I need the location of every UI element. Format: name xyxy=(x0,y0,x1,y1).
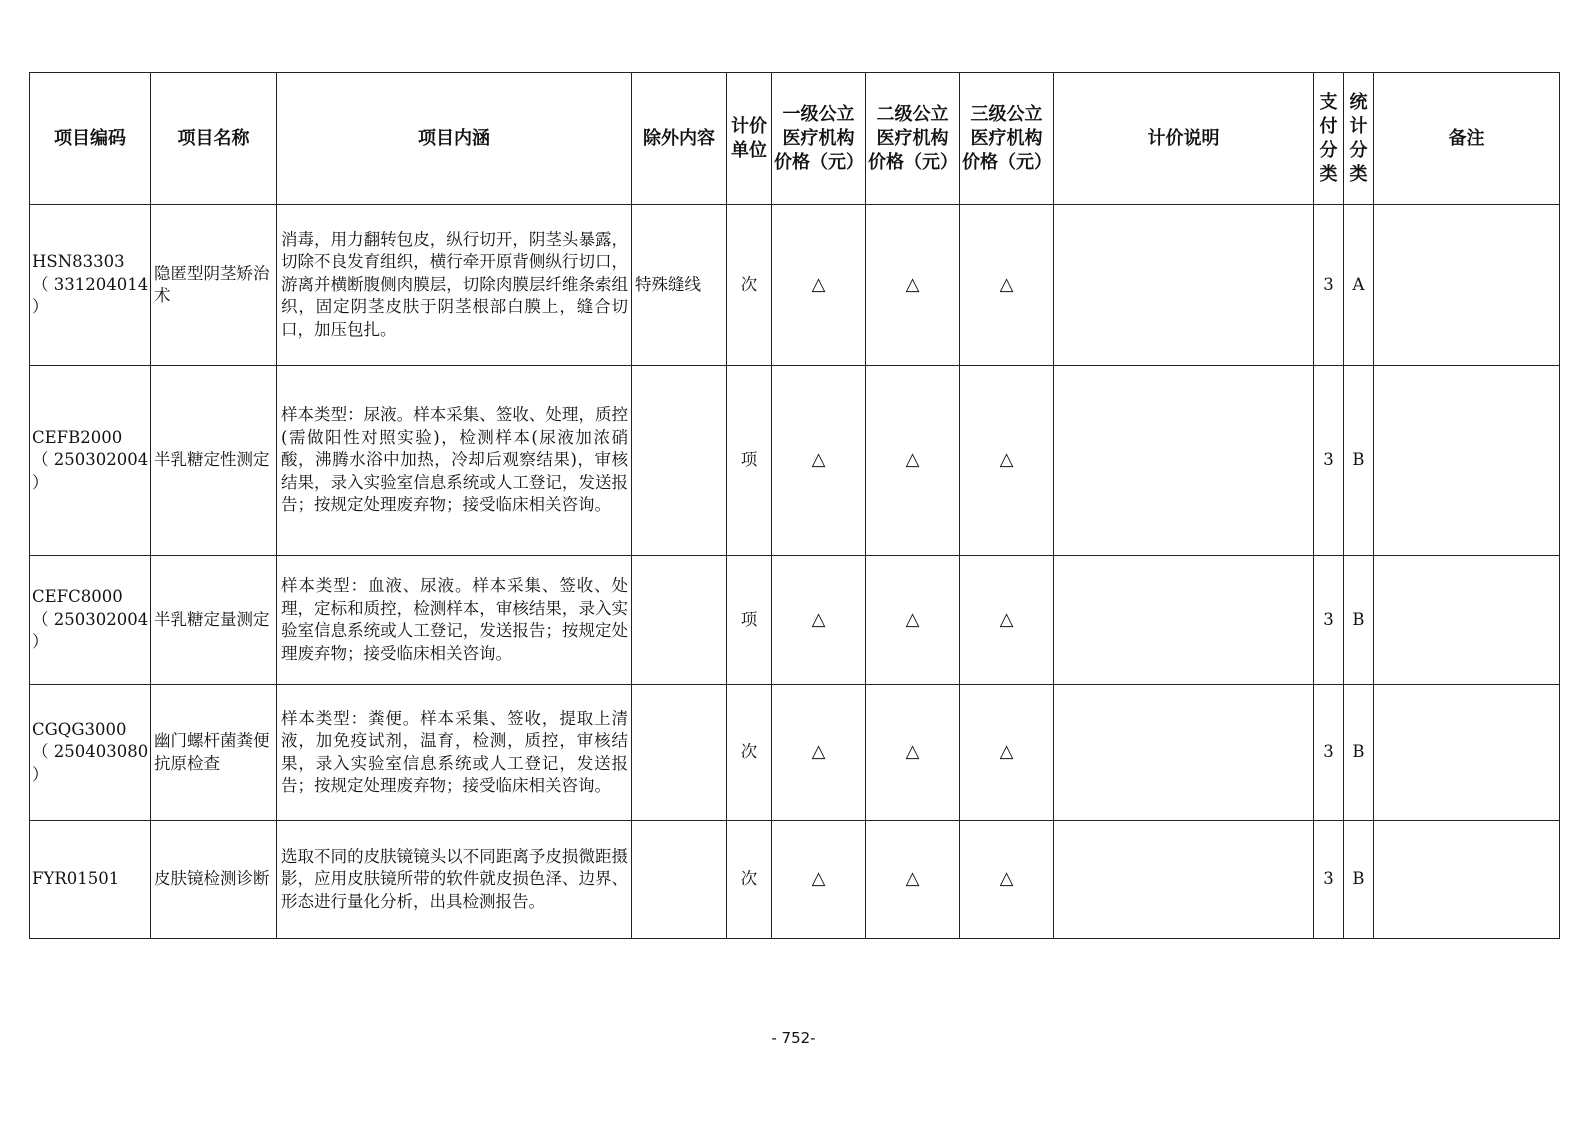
item-code: FYR01501 xyxy=(32,869,120,889)
item-content: 样本类型：血液、尿液。样本采集、签收、处理，定标和质控，检测样本，审核结果，录入实验室信息系统或人工登记，发送报告；按规定处理废弃物；接受临床相关咨询。 xyxy=(277,556,632,685)
item-code: CEFC8000 xyxy=(32,587,123,607)
stat-class: A xyxy=(1344,205,1374,366)
header-pricing-note: 计价说明 xyxy=(1054,73,1314,205)
header-level2-price: 二级公立医疗机构价格（元） xyxy=(866,73,960,205)
level1-price: △ xyxy=(772,366,866,556)
item-name: 幽门螺杆菌粪便抗原检查 xyxy=(151,685,277,821)
item-content: 样本类型：尿液。样本采集、签收、处理，质控(需做阳性对照实验)，检测样本(尿液加浓硝酸，沸腾水浴中加热，冷却后观察结果)，审核结果，录入实验室信息系统或人工登记，发送报告；按规定处理废弃物；接受临床相关咨询。 xyxy=(277,366,632,556)
level3-price: △ xyxy=(960,205,1054,366)
old-item-code: （ 250302004 ） xyxy=(32,450,149,492)
remark xyxy=(1374,821,1560,939)
header-level3-price: 三级公立医疗机构价格（元） xyxy=(960,73,1054,205)
table-row xyxy=(30,685,1560,821)
item-exclusion: 特殊缝线 xyxy=(632,205,727,366)
level1-price: △ xyxy=(772,685,866,821)
item-unit: 次 xyxy=(727,685,772,821)
payment-class: 3 xyxy=(1314,821,1344,939)
item-content: 样本类型：粪便。样本采集、签收，提取上清液，加免疫试剂，温育，检测，质控，审核结果，录入实验室信息系统或人工登记，发送报告；按规定处理废弃物；接受临床相关咨询。 xyxy=(277,685,632,821)
payment-class: 3 xyxy=(1314,366,1344,556)
item-exclusion xyxy=(632,366,727,556)
item-code-cell xyxy=(30,205,151,366)
level2-price: △ xyxy=(866,685,960,821)
old-item-code: （ 331204014 ） xyxy=(32,274,149,317)
level3-price: △ xyxy=(960,685,1054,821)
header-name: 项目名称 xyxy=(151,73,277,205)
remark xyxy=(1374,556,1560,685)
item-unit: 项 xyxy=(727,366,772,556)
old-item-code: （ 250302004 ） xyxy=(32,609,149,652)
header-content: 项目内涵 xyxy=(277,73,632,205)
header-stat-class: 统计分类 xyxy=(1344,73,1374,205)
item-content: 选取不同的皮肤镜镜头以不同距离予皮损微距摄影，应用皮肤镜所带的软件就皮损色泽、边界、形态进行量化分析，出具检测报告。 xyxy=(277,821,632,939)
level1-price: △ xyxy=(772,556,866,685)
item-code: HSN83303 xyxy=(32,252,125,272)
item-name: 皮肤镜检测诊断 xyxy=(151,821,277,939)
level3-price: △ xyxy=(960,556,1054,685)
item-unit: 次 xyxy=(727,821,772,939)
header-row xyxy=(30,73,1560,205)
pricing-note xyxy=(1054,821,1314,939)
header-unit: 计价单位 xyxy=(727,73,772,205)
header-remark: 备注 xyxy=(1374,73,1560,205)
item-content: 消毒，用力翻转包皮，纵行切开，阴茎头暴露，切除不良发育组织，横行牵开原背侧纵行切口，游离并横断腹侧肉膜层，切除肉膜层纤维条索组织，固定阴茎皮肤于阴茎根部白膜上，缝合切口，加压包扎。 xyxy=(277,205,632,366)
pricing-note xyxy=(1054,685,1314,821)
table-row xyxy=(30,366,1560,556)
level2-price: △ xyxy=(866,205,960,366)
item-code-cell xyxy=(30,821,151,939)
pricing-note xyxy=(1054,205,1314,366)
remark xyxy=(1374,205,1560,366)
pricing-note xyxy=(1054,366,1314,556)
payment-class: 3 xyxy=(1314,556,1344,685)
price-table xyxy=(29,72,1560,939)
header-exclusion: 除外内容 xyxy=(632,73,727,205)
level3-price: △ xyxy=(960,821,1054,939)
item-exclusion xyxy=(632,685,727,821)
level2-price: △ xyxy=(866,821,960,939)
table-row xyxy=(30,821,1560,939)
stat-class: B xyxy=(1344,685,1374,821)
remark xyxy=(1374,685,1560,821)
header-payment-class: 支付分类 xyxy=(1314,73,1344,205)
stat-class: B xyxy=(1344,366,1374,556)
item-name: 半乳糖定量测定 xyxy=(151,556,277,685)
stat-class: B xyxy=(1344,556,1374,685)
header-code: 项目编码 xyxy=(30,73,151,205)
item-code-cell xyxy=(30,366,151,556)
header-level1-price: 一级公立医疗机构价格（元） xyxy=(772,73,866,205)
item-exclusion xyxy=(632,821,727,939)
item-name: 半乳糖定性测定 xyxy=(151,366,277,556)
item-code-cell xyxy=(30,556,151,685)
payment-class: 3 xyxy=(1314,685,1344,821)
level1-price: △ xyxy=(772,205,866,366)
item-code-cell xyxy=(30,685,151,821)
page-number: - 752- xyxy=(771,1029,816,1047)
payment-class: 3 xyxy=(1314,205,1344,366)
stat-class: B xyxy=(1344,821,1374,939)
pricing-note xyxy=(1054,556,1314,685)
remark xyxy=(1374,366,1560,556)
item-unit: 次 xyxy=(727,205,772,366)
item-exclusion xyxy=(632,556,727,685)
level3-price: △ xyxy=(960,366,1054,556)
table-row xyxy=(30,556,1560,685)
item-unit: 项 xyxy=(727,556,772,685)
item-code: CEFB2000 xyxy=(32,427,123,447)
item-code: CGQG3000 xyxy=(32,719,127,739)
level2-price: △ xyxy=(866,556,960,685)
old-item-code: （ 250403080 ） xyxy=(32,742,149,784)
level2-price: △ xyxy=(866,366,960,556)
item-name: 隐匿型阴茎矫治术 xyxy=(151,205,277,366)
level1-price: △ xyxy=(772,821,866,939)
table-row xyxy=(30,205,1560,366)
